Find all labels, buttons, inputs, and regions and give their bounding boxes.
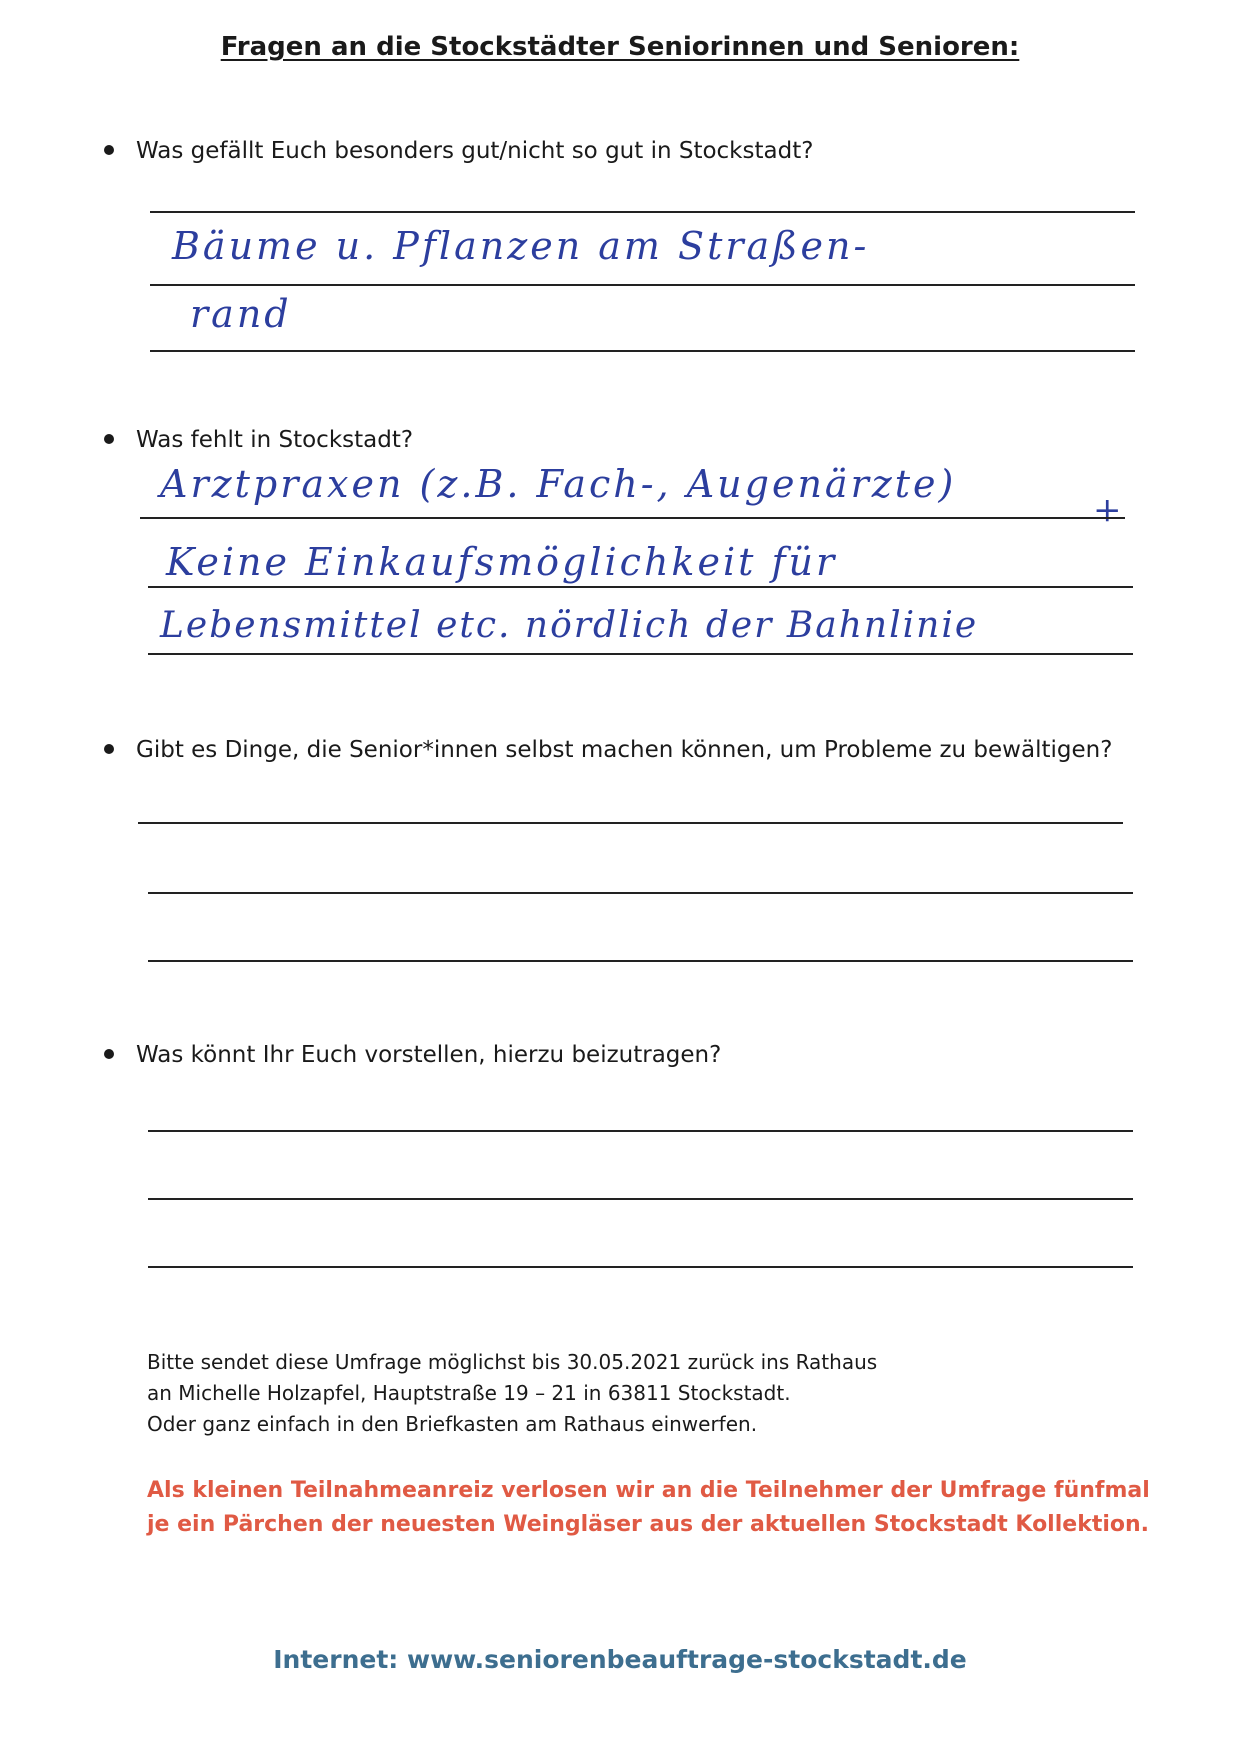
answer-line [148, 653, 1133, 655]
answer-line [148, 892, 1133, 894]
answer-line [148, 586, 1133, 588]
page-title: Fragen an die Stockstädter Seniorinnen und Senioren: [220, 32, 1020, 62]
answer-line [150, 350, 1135, 352]
handwritten-answer: rand [190, 292, 292, 336]
handwritten-mark: + [1093, 490, 1125, 530]
answer-line [150, 211, 1135, 213]
instructions-line-1: Bitte sendet diese Umfrage möglichst bis 30.05.2021 zurück ins Rathaus [147, 1350, 878, 1374]
question-1 [104, 138, 813, 164]
question-3 [104, 737, 1112, 763]
answer-line [148, 1198, 1133, 1200]
bullet-icon [104, 744, 114, 754]
handwritten-answer: Bäume u. Pflanzen am Straßen- [172, 224, 870, 268]
answer-line [150, 284, 1135, 286]
answer-line [138, 822, 1123, 824]
handwritten-answer: Arztpraxen (z.B. Fach-, Augenärzte) [160, 462, 957, 506]
answer-line [148, 1130, 1133, 1132]
question-2 [104, 427, 413, 453]
instructions-line-2: an Michelle Holzapfel, Hauptstraße 19 – 21 in 63811 Stockstadt. [147, 1381, 791, 1405]
incentive-note: Als kleinen Teilnahmeanreiz verlosen wir an die Teilnehmer der Umfrage fünfmal je ein Pärchen der neuesten Weingläser aus der aktuellen Stockstadt Kollektion. [147, 1478, 1150, 1537]
answer-line [148, 960, 1133, 962]
question-4 [104, 1042, 721, 1068]
answer-line [148, 1266, 1133, 1268]
question-4-text: Was könnt Ihr Euch vorstellen, hierzu beizutragen? [136, 1042, 722, 1068]
instructions-line-3: Oder ganz einfach in den Briefkasten am Rathaus einwerfen. [147, 1412, 758, 1436]
bullet-icon [104, 434, 114, 444]
question-2-text: Was fehlt in Stockstadt? [136, 427, 414, 453]
question-1-text: Was gefällt Euch besonders gut/nicht so gut in Stockstadt? [136, 138, 814, 164]
website-link[interactable]: Internet: www.seniorenbeauftrage-stockstadt.de [273, 1645, 967, 1674]
bullet-icon [104, 145, 114, 155]
bullet-icon [104, 1049, 114, 1059]
handwritten-answer: Keine Einkaufsmöglichkeit für [166, 540, 838, 584]
return-instructions [147, 1347, 877, 1440]
question-3-text: Gibt es Dinge, die Senior*innen selbst machen können, um Probleme zu bewältigen? [136, 737, 1113, 763]
handwritten-answer: Lebensmittel etc. nördlich der Bahnlinie [160, 605, 979, 646]
answer-line [140, 517, 1125, 519]
